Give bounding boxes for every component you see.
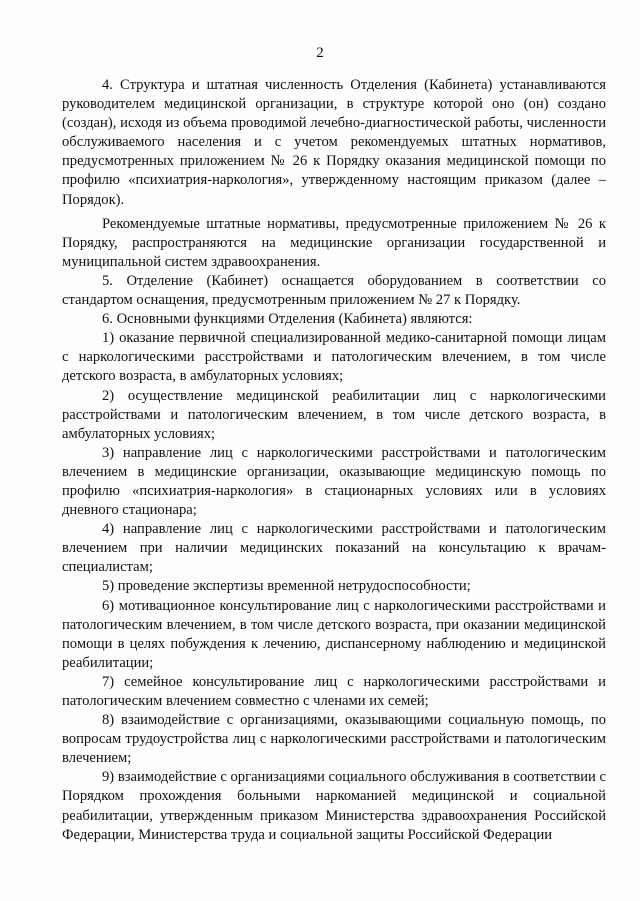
page-number: 2: [316, 45, 324, 61]
list-item-3: 3) направление лиц с наркологическими расстройствами и патологическим влечением в медицинские организации, оказывающие медицинскую помощь по профилю «психиатрия-наркология» в стационарных условиях или в условиях дневного стационара;: [62, 444, 606, 519]
list-item-1: 1) оказание первичной специализированной медико-санитарной помощи лицам с наркологическими расстройствами и патологическим влечением, в том числе детского возраста, в амбулаторных условиях;: [62, 330, 606, 385]
paragraph-5: 5. Отделение (Кабинет) оснащается оборудованием в соответствии со стандартом оснащения, предусмотренным приложением № 27 к Порядку.: [62, 272, 606, 309]
list-item-6: 6) мотивационное консультирование лиц с наркологическими расстройствами и патологическим влечением, в том числе детского возраста, при оказании медицинской помощи в целях побуждения к лечению, диспансерному наблюдению и медицинской реабилитации;: [62, 597, 606, 671]
list-item-7: 7) семейное консультирование лиц с наркологическими расстройствами и патологическим влечением совместно с членами их семей;: [62, 673, 606, 709]
list-item-9: 9) взаимодействие с организациями социального обслуживания в соответствии с Порядком прохождения больными наркоманией медицинской и социальной реабилитации, утвержденным приказом Министерства здравоохранения Российской Федерации, Министерства труда и социальной защиты Российской Федерации: [62, 769, 606, 843]
document-body: [62, 76, 606, 845]
list-item-4: 4) направление лиц с наркологическими расстройствами и патологическим влечением при наличии медицинских показаний на консультацию к врачам-специалистам;: [62, 521, 606, 576]
paragraph-6: 6. Основными функциями Отделения (Кабинета) являются:: [102, 311, 473, 328]
list-item-5: 5) проведение экспертизы временной нетрудоспособности;: [102, 578, 471, 595]
paragraph-staffing-norms: Рекомендуемые штатные нормативы, предусмотренные приложением № 26 к Порядку, распространяются на медицинские организации государственной и муниципальной систем здравоохранения.: [62, 215, 606, 270]
list-item-2: 2) осуществление медицинской реабилитации лиц с наркологическими расстройствами и патологическим влечением, в том числе детского возраста, в амбулаторных условиях;: [62, 387, 606, 442]
paragraph-4: 4. Структура и штатная численность Отделения (Кабинета) устанавливаются руководителем медицинской организации, в структуре которой оно (он) создано (создан), исходя из объема проводимой лечебно-диагностической работы, численности обслуживаемого населения и с учетом рекомендуемых штатных нормативов, предусмотренных приложением № 26 к Порядку оказания медицинской помощи по профилю «психиатрия-наркология», утвержденному настоящим приказом (далее – Порядок).: [62, 77, 606, 208]
list-item-8: 8) взаимодействие с организациями, оказывающими социальную помощь, по вопросам трудоустройства лиц с наркологическими расстройствами и патологическим влечением;: [62, 712, 606, 767]
